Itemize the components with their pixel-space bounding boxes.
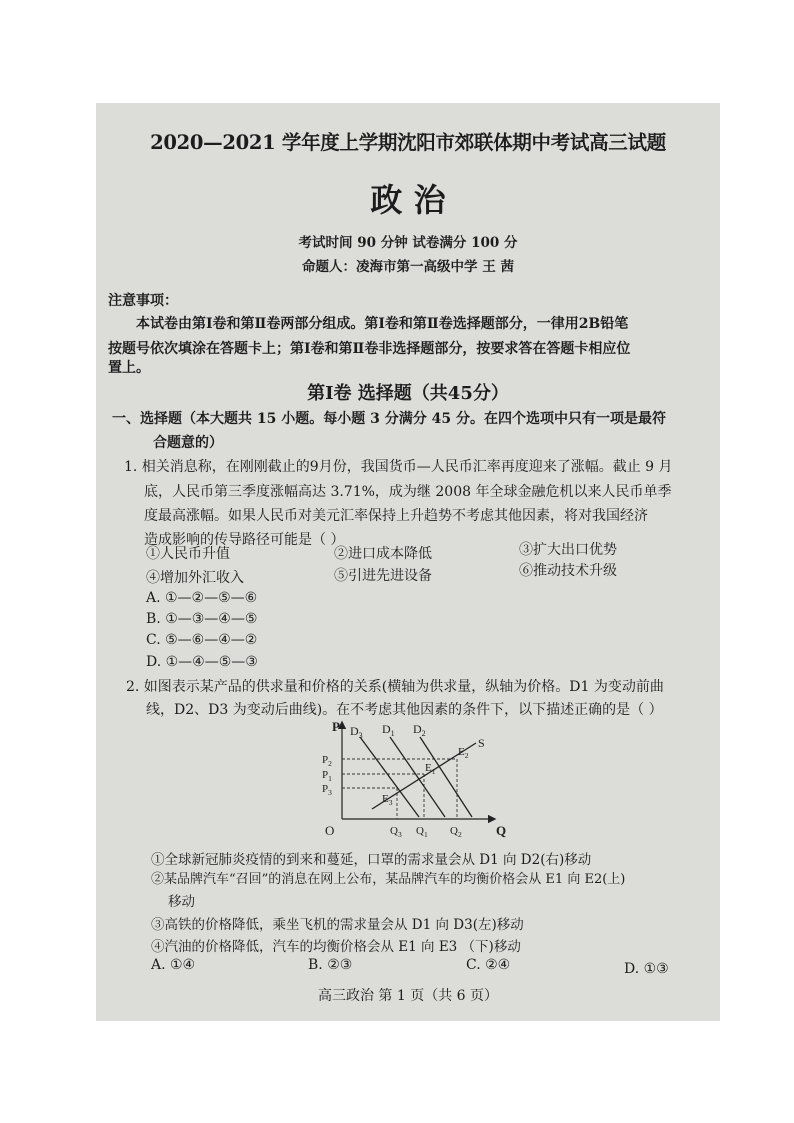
q2-stem-1: 2. 如图表示某产品的供求量和价格的关系(横轴为供求量，纵轴为价格。D1 为变动前曲: [126, 679, 664, 695]
author-line: 命题人：凌海市第一高级中学 王 茜: [302, 259, 514, 275]
quantity-axis-label: Q: [496, 823, 507, 838]
q3-label: $Q_3$: [390, 825, 402, 839]
page-footer: 高三政治 第 1 页（共 6 页）: [317, 988, 499, 1004]
q1-stem-4: 造成影响的传导路径可能是（ ）: [144, 532, 345, 548]
exam-title: 2020—2021 学年度上学期沈阳市郊联体期中考试高三试题: [150, 131, 666, 154]
e2-label: $E_2$: [458, 746, 469, 760]
exam-info: 考试时间 90 分钟 试卷满分 100 分: [298, 235, 518, 251]
price-axis-label: P: [332, 719, 340, 734]
q1-item-3: ③扩大出口优势: [519, 542, 617, 558]
q1-label: $Q_1$: [416, 825, 428, 839]
q1-item-4: ④增加外汇收入: [146, 570, 244, 586]
notice-line-3: 置上。: [108, 360, 150, 376]
supply-demand-graph: [312, 717, 508, 841]
notice-heading: 注意事项：: [108, 293, 178, 309]
notice-line-1: 本试卷由第Ⅰ卷和第Ⅱ卷两部分组成。第Ⅰ卷和第Ⅱ卷选择题部分，一律用2B铅笔: [136, 316, 629, 332]
p3-label: $P_3$: [322, 783, 332, 797]
q2-stem-2: 线，D2、D3 为变动后曲线)。在不考虑其他因素的条件下，以下描述正确的是（ ）: [146, 702, 663, 718]
curve-s-label: S: [478, 736, 485, 750]
q1-stem-3: 度最高涨幅。如果人民币对美元汇率保持上升趋势不考虑其他因素，将对我国经济: [144, 508, 648, 524]
subject-title: 政 治: [370, 181, 446, 219]
q2-statement-1: ①全球新冠肺炎疫情的到来和蔓延，口罩的需求量会从 D1 向 D2(右)移动: [151, 852, 592, 868]
curve-d3-label: $D_3$: [350, 724, 363, 740]
q1-option-a: A. ①—②—⑤—⑥: [146, 590, 258, 606]
q2-option-d: D. ①③: [624, 961, 669, 977]
q1-item-6: ⑥推动技术升级: [519, 563, 617, 579]
q2-option-c: C. ②④: [466, 957, 511, 973]
p1-label: $P_1$: [322, 769, 332, 783]
curve-d2-label: $D_2$: [413, 722, 426, 738]
q1-item-2: ②进口成本降低: [334, 546, 432, 562]
p2-label: $P_2$: [322, 754, 332, 768]
curve-d1: [390, 737, 445, 817]
origin-label: O: [325, 823, 335, 838]
e1-label: $E_1$: [425, 762, 436, 776]
section-instruction-2: 合题意的）: [153, 435, 223, 451]
q2-label: $Q_2$: [450, 825, 462, 839]
exam-page: [96, 103, 720, 1021]
section-instruction-1: 一、选择题（本大题共 15 小题。每小题 3 分满分 45 分。在四个选项中只有一项是最符: [112, 411, 666, 427]
notice-line-2: 按题号依次填涂在答题卡上；第Ⅰ卷和第Ⅱ卷非选择题部分，按要求答在答题卡相应位: [108, 341, 631, 357]
section-title: 第Ⅰ卷 选择题（共45分）: [307, 383, 509, 404]
q2-option-a: A. ①④: [151, 957, 196, 973]
q2-statement-2: ②某品牌汽车“召回”的消息在网上公布，某品牌汽车的均衡价格会从 E1 向 E2(上): [151, 872, 626, 887]
q2-option-b: B. ②③: [308, 957, 353, 973]
q2-statement-4: ④汽油的价格降低，汽车的均衡价格会从 E1 向 E3 （下)移动: [151, 939, 521, 955]
q1-option-c: C. ⑤—⑥—④—②: [146, 632, 258, 648]
q1-stem-1: 1. 相关消息称，在刚刚截止的9月份，我国货币—人民币汇率再度迎来了涨幅。截止 9 月: [124, 459, 673, 475]
q1-option-d: D. ①—④—⑤—③: [146, 654, 258, 670]
q2-statement-3: ③高铁的价格降低，乘坐飞机的需求量会从 D1 向 D3(左)移动: [151, 917, 524, 933]
q1-option-b: B. ①—③—④—⑤: [146, 611, 258, 627]
q1-item-1: ①人民币升值: [146, 546, 230, 562]
q1-item-5: ⑤引进先进设备: [334, 568, 432, 584]
q2-statement-2-cont: 移动: [168, 894, 195, 910]
q1-stem-2: 底，人民币第三季度涨幅高达 3.71%，成为继 2008 年全球金融危机以来人民币单季: [144, 484, 672, 500]
e3-label: $E_3$: [382, 793, 393, 807]
curve-d1-label: $D_1$: [382, 722, 395, 738]
